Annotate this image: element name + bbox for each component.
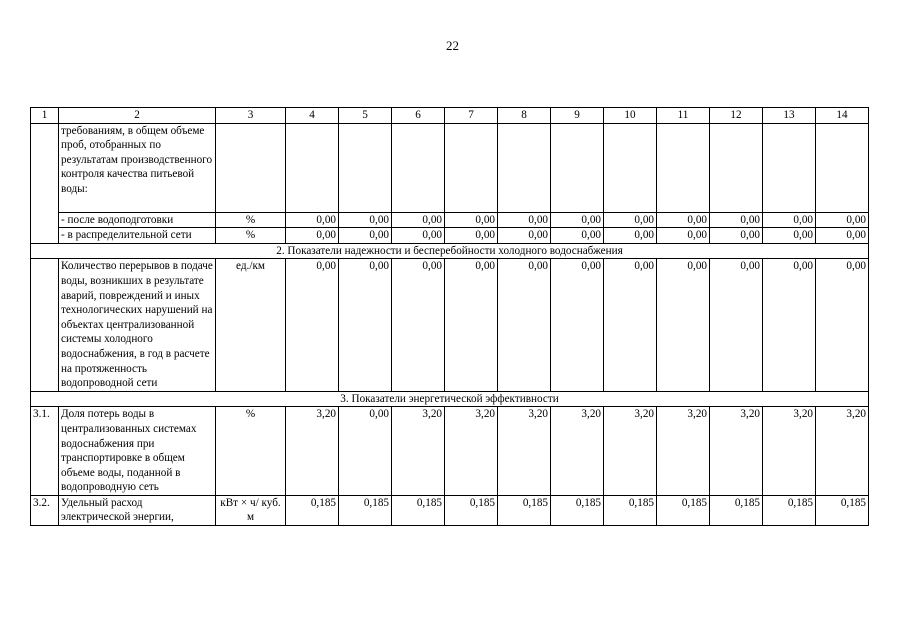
value-cell: 0,00 [710,212,763,228]
empty-cell [551,123,604,212]
value-cell: 0,00 [657,212,710,228]
column-header: 14 [816,108,869,124]
indicator-name: - в распределительной сети [59,228,216,244]
unit-cell: % [216,407,286,496]
value-cell: 0,00 [604,228,657,244]
column-header: 7 [445,108,498,124]
value-cell: 0,185 [816,495,869,525]
column-header: 2 [59,108,216,124]
value-cell: 0,185 [551,495,604,525]
indicators-table [30,107,869,526]
indicator-name: Количество перерывов в подаче воды, возникших в результате аварий, повреждений и иных технологических нарушений на объектах централизованной системы холодного водоснабжения, в год в расчете на протяженность водопроводной сети [59,259,216,391]
row-number: 3.2. [31,495,59,525]
page-number: 22 [446,38,459,53]
value-cell: 0,185 [392,495,445,525]
value-cell: 3,20 [392,407,445,496]
indicator-name: Доля потерь воды в централизованных системах водоснабжения при транспортировке в общем объеме воды, поданной в водопроводную сеть [59,407,216,496]
table-row [31,407,869,496]
empty-cell [710,123,763,212]
unit-cell: ед./км [216,259,286,391]
value-cell: 0,00 [657,228,710,244]
empty-cell [657,123,710,212]
unit-cell: % [216,212,286,228]
column-header: 13 [763,108,816,124]
column-header: 6 [392,108,445,124]
value-cell: 0,00 [339,212,392,228]
indicator-name: - после водоподготовки [59,212,216,228]
value-cell: 0,00 [392,259,445,391]
value-cell: 0,00 [286,212,339,228]
value-cell: 0,00 [816,212,869,228]
value-cell: 0,00 [286,228,339,244]
value-cell: 0,00 [551,228,604,244]
value-cell: 0,185 [286,495,339,525]
row-number-cell [31,123,59,243]
value-cell: 0,00 [286,259,339,391]
value-cell: 0,00 [657,259,710,391]
value-cell: 0,00 [498,259,551,391]
row-number [31,259,59,391]
value-cell: 0,00 [604,212,657,228]
empty-cell [763,123,816,212]
empty-cell [445,123,498,212]
column-header: 8 [498,108,551,124]
value-cell: 0,185 [763,495,816,525]
value-cell: 0,00 [445,228,498,244]
value-cell: 0,00 [710,259,763,391]
indicator-intro: требованиям, в общем объеме проб, отобранных по результатам производственного контроля качества питьевой воды: [59,123,216,212]
value-cell: 0,00 [339,407,392,496]
value-cell: 0,00 [710,228,763,244]
empty-cell [604,123,657,212]
value-cell: 0,00 [445,212,498,228]
table-row [31,228,869,244]
value-cell: 0,185 [710,495,763,525]
value-cell: 0,00 [445,259,498,391]
value-cell: 0,00 [816,228,869,244]
empty-cell [816,123,869,212]
section-title: 3. Показатели энергетической эффективности [31,391,869,407]
value-cell: 0,00 [498,212,551,228]
empty-cell [498,123,551,212]
value-cell: 3,20 [604,407,657,496]
value-cell: 0,00 [392,228,445,244]
value-cell: 3,20 [286,407,339,496]
table-row [31,495,869,525]
unit-cell: % [216,228,286,244]
row-number: 3.1. [31,407,59,496]
indicator-name: Удельный расход электрической энергии, [59,495,216,525]
table-row [31,259,869,391]
unit-cell: кВт × ч/ куб. м [216,495,286,525]
empty-cell [339,123,392,212]
value-cell: 3,20 [763,407,816,496]
section-title: 2. Показатели надежности и бесперебойности холодного водоснабжения [31,243,869,259]
value-cell: 0,00 [763,259,816,391]
value-cell: 3,20 [551,407,604,496]
value-cell: 0,00 [551,259,604,391]
column-header: 5 [339,108,392,124]
column-header: 10 [604,108,657,124]
value-cell: 0,185 [498,495,551,525]
header-row [31,108,869,124]
table-body [31,108,869,526]
value-cell: 0,00 [339,228,392,244]
column-header: 12 [710,108,763,124]
column-header: 1 [31,108,59,124]
value-cell: 0,00 [498,228,551,244]
value-cell: 3,20 [498,407,551,496]
value-cell: 0,00 [763,228,816,244]
value-cell: 0,00 [339,259,392,391]
empty-cell [392,123,445,212]
section-row [31,391,869,407]
value-cell: 0,00 [551,212,604,228]
value-cell: 0,185 [445,495,498,525]
value-cell: 0,00 [604,259,657,391]
value-cell: 0,185 [339,495,392,525]
value-cell: 0,185 [657,495,710,525]
column-header: 3 [216,108,286,124]
empty-cell [286,123,339,212]
section-row [31,243,869,259]
value-cell: 0,00 [392,212,445,228]
value-cell: 0,00 [816,259,869,391]
value-cell: 0,185 [604,495,657,525]
value-cell: 3,20 [657,407,710,496]
table-row [31,212,869,228]
column-header: 9 [551,108,604,124]
value-cell: 0,00 [763,212,816,228]
table-row [31,123,869,212]
column-header: 4 [286,108,339,124]
value-cell: 3,20 [445,407,498,496]
value-cell: 3,20 [710,407,763,496]
value-cell: 3,20 [816,407,869,496]
column-header: 11 [657,108,710,124]
empty-cell [216,123,286,212]
